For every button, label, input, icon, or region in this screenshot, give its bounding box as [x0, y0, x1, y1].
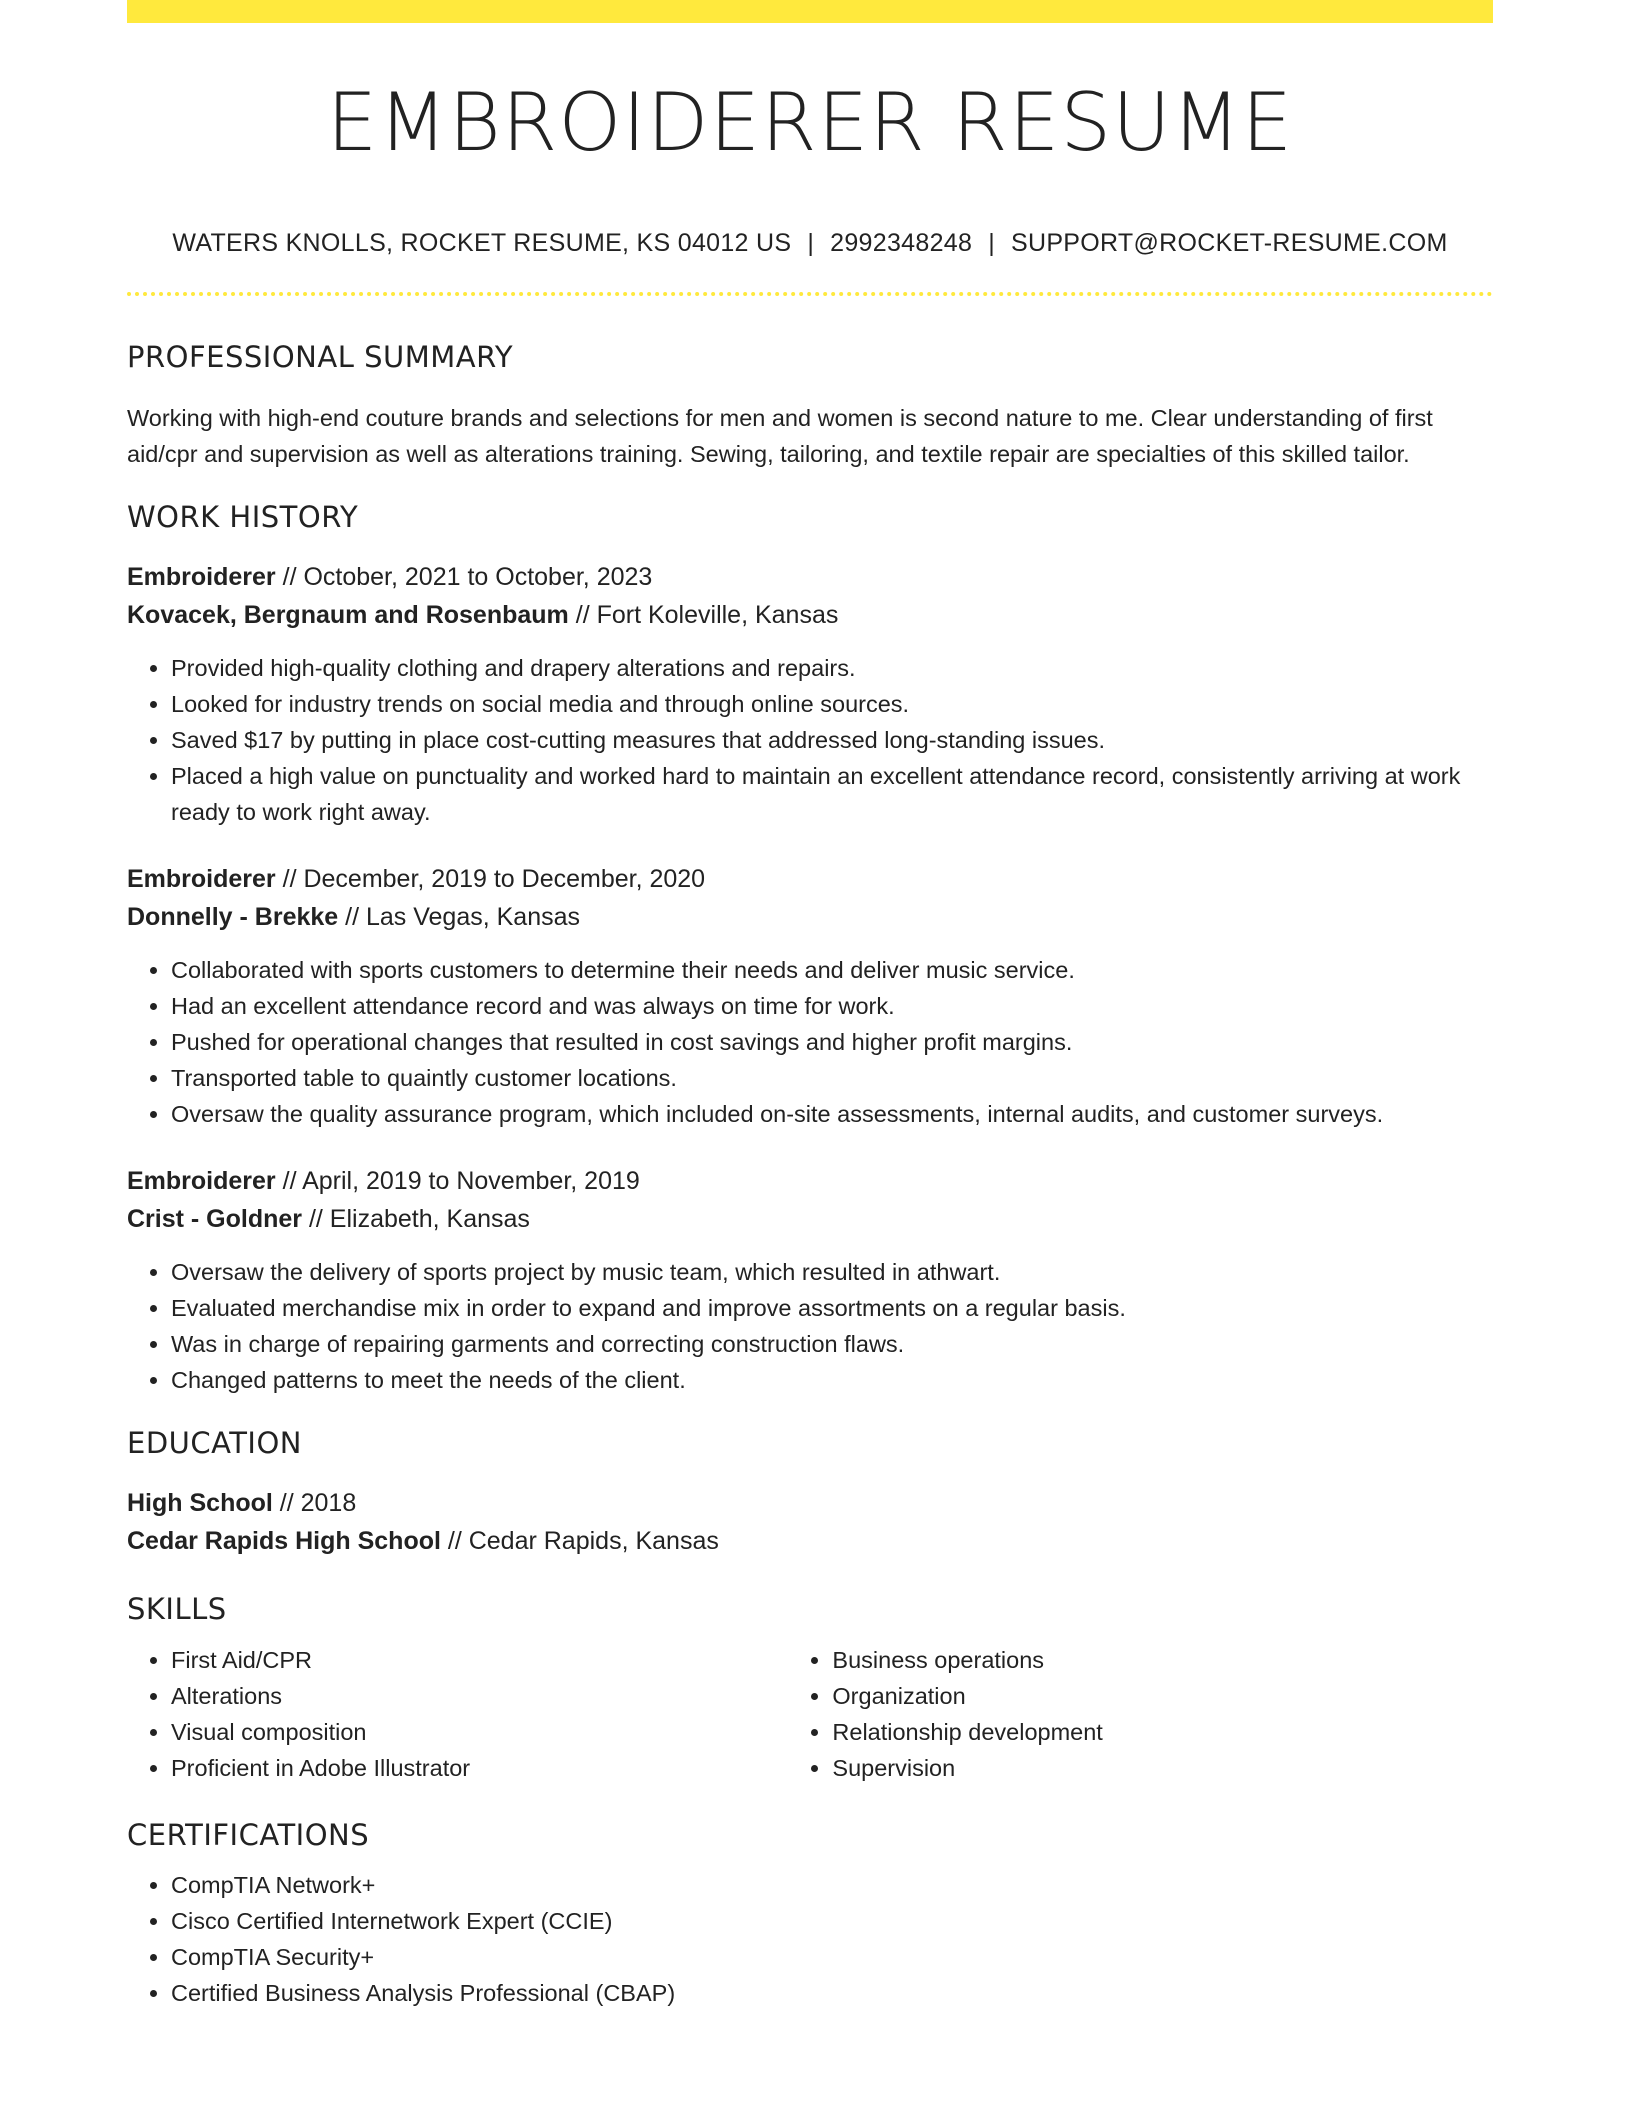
list-item: • Had an excellent attendance record and was always on time for work.: [171, 988, 1493, 1024]
job-entry: [127, 558, 1493, 830]
skill-item: • Proficient in Adobe Illustrator: [171, 1750, 788, 1786]
job-title: Embroiderer: [127, 562, 276, 591]
job-dates: // April, 2019 to November, 2019: [275, 1166, 640, 1195]
skill-item: • Relationship development: [832, 1714, 1493, 1750]
skill-item: • Organization: [832, 1678, 1493, 1714]
list-item: • Looked for industry trends on social media and through online sources.: [171, 686, 1493, 722]
job-dates: // December, 2019 to December, 2020: [275, 864, 706, 893]
skill-item: • Visual composition: [171, 1714, 788, 1750]
education-entry: [127, 1484, 1493, 1560]
education-school: Cedar Rapids High School: [127, 1526, 441, 1555]
certification-item: • Certified Business Analysis Professional (CBAP): [171, 1975, 1493, 2011]
skills-list-right: [788, 1642, 1493, 1786]
job-entry: [127, 860, 1493, 1132]
list-item: • Changed patterns to meet the needs of the client.: [171, 1362, 1493, 1398]
list-item: • Was in charge of repairing garments and correcting construction flaws.: [171, 1326, 1493, 1362]
certification-item: • Cisco Certified Internetwork Expert (CCIE): [171, 1903, 1493, 1939]
skill-item: • Supervision: [832, 1750, 1493, 1786]
education-degree: High School: [127, 1488, 273, 1517]
job-header: [127, 1162, 1493, 1238]
list-item: • Transported table to quaintly customer locations.: [171, 1060, 1493, 1096]
summary-text: Working with high-end couture brands and selections for men and women is second nature to me. Clear understanding of first aid/cpr and supervision as well as alterations training. Sewing, tailoring, and textile repair are specialties of this skilled tailor.: [127, 404, 1433, 467]
list-item: • Oversaw the quality assurance program, which included on-site assessments, internal audits, and customer surveys.: [171, 1096, 1493, 1132]
certifications-list: [127, 1867, 1493, 2011]
job-location: // Fort Koleville, Kansas: [568, 600, 839, 629]
job-company: Crist - Goldner: [127, 1204, 303, 1233]
skills-list-left: [127, 1642, 788, 1786]
dotted-divider: [127, 292, 1493, 296]
job-header: [127, 860, 1493, 936]
job-location: // Las Vegas, Kansas: [338, 902, 581, 931]
resume-content: [127, 23, 1493, 2011]
list-item: • Provided high-quality clothing and drapery alterations and repairs.: [171, 650, 1493, 686]
list-item: • Collaborated with sports customers to determine their needs and deliver music service.: [171, 952, 1493, 988]
contact-line: [127, 229, 1493, 258]
skill-item: • Business operations: [832, 1642, 1493, 1678]
certification-item: • CompTIA Network+: [171, 1867, 1493, 1903]
job-company: Donnelly - Brekke: [127, 902, 339, 931]
contact-separator: |: [988, 229, 995, 257]
job-bullets: [127, 952, 1493, 1132]
job-title: Embroiderer: [127, 1166, 276, 1195]
job-entry: [127, 1162, 1493, 1398]
skills-columns: [127, 1642, 1493, 1786]
education-heading: EDUCATION: [127, 1425, 303, 1460]
education-location: // Cedar Rapids, Kansas: [440, 1526, 719, 1555]
list-item: • Evaluated merchandise mix in order to expand and improve assortments on a regular basis.: [171, 1290, 1493, 1326]
job-location: // Elizabeth, Kansas: [302, 1204, 530, 1233]
contact-email: SUPPORT@ROCKET-RESUME.COM: [1010, 229, 1448, 257]
list-item: • Pushed for operational changes that resulted in cost savings and higher profit margins.: [171, 1024, 1493, 1060]
list-item: • Saved $17 by putting in place cost-cutting measures that addressed long-standing issues.: [171, 722, 1493, 758]
summary-heading: PROFESSIONAL SUMMARY: [127, 340, 514, 374]
list-item: • Placed a high value on punctuality and worked hard to maintain an excellent attendance record, consistently arriving at work ready to work right away.: [171, 758, 1493, 830]
contact-separator: |: [807, 229, 815, 257]
certifications-heading: CERTIFICATIONS: [127, 1817, 370, 1852]
skills-heading: SKILLS: [127, 1591, 227, 1626]
job-company: Kovacek, Bergnaum and Rosenbaum: [127, 600, 569, 629]
contact-phone: 2992348248: [830, 229, 973, 257]
job-bullets: [127, 650, 1493, 830]
resume-title: EMBROIDERER RESUME: [326, 76, 1294, 169]
job-bullets: [127, 1254, 1493, 1398]
contact-address: WATERS KNOLLS, ROCKET RESUME, KS 04012 US: [172, 229, 792, 257]
skill-item: • First Aid/CPR: [171, 1642, 788, 1678]
skill-item: • Alterations: [171, 1678, 788, 1714]
education-year: // 2018: [272, 1488, 357, 1517]
list-item: • Oversaw the delivery of sports project by music team, which resulted in athwart.: [171, 1254, 1493, 1290]
work-history-heading: WORK HISTORY: [127, 499, 359, 534]
job-title: Embroiderer: [127, 864, 276, 893]
job-dates: // October, 2021 to October, 2023: [275, 562, 653, 591]
top-accent-bar: [127, 0, 1493, 23]
job-header: [127, 558, 1493, 634]
certification-item: • CompTIA Security+: [171, 1939, 1493, 1975]
